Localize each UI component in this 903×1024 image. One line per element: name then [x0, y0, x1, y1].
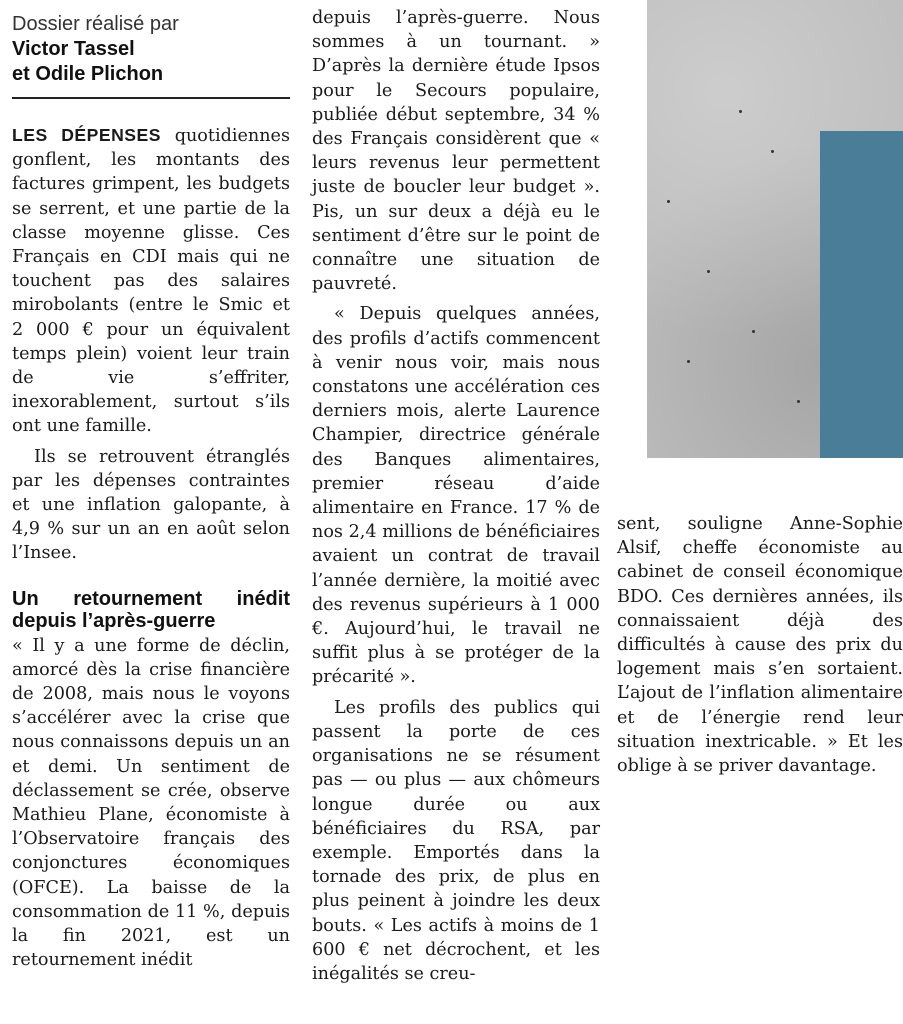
paragraph-3-part-1: « Il y a une forme de déclin, amorcé dès la crise financière de 2008, mais nous le voyons s’accélérer avec la crise que nous connaissons depuis un an et demi. Un sentiment de déclassement se crée, observe Mathieu Plane, économiste à l’Observatoire français des conjonctures économiques (OFCE). La baisse de la consommation de 11 %, depuis la fin 2021, est un retournement inédit — [12, 635, 290, 971]
photo-speck — [707, 270, 710, 273]
paragraph-3-part-2: depuis l’après-guerre. Nous sommes à un tournant. » D’après la dernière étude Ipsos pour le Secours populaire, publiée début septembre, 34 % des Français considèrent que « leurs revenus leur permettent juste de boucler leur budget ». Pis, un sur deux a déjà eu le sentiment d’être sur le point de connaître une situation de pauvreté. — [312, 8, 600, 295]
byline-rule — [12, 97, 290, 99]
paragraph-1-text: quotidiennes gonflent, les montants des factures grimpent, les budgets se serrent, et une partie de la classe moyenne glisse. Ces Français en CDI mais qui ne touchent pas des salaires mirobolants (entre le Smic et 2 000 € pour un équivalent temps plein) voient leur train de vie s’effriter, inexorablement, surtout s’ils ont une famille. — [12, 126, 290, 437]
photo-speck — [739, 110, 742, 113]
photo-speck — [797, 400, 800, 403]
article-body-col1 — [12, 123, 290, 973]
paragraph-5-part-2: sent, souligne Anne-Sophie Alsif, cheffe économiste au cabinet de conseil économique BDO. Ces dernières années, ils connaissaient déjà des difficultés à cause des prix du logement mais s’en sortaient. L’ajout de l’inflation alimentaire et de l’énergie rend leur situation inextricable. » Et les oblige à se priver davantage. — [617, 514, 903, 777]
subheading: Un retournement inédit depuis l’après-guerre — [12, 587, 290, 632]
photo-speck — [667, 200, 670, 203]
paragraph-2: Ils se retrouvent étranglés par les dépenses contraintes et une inflation galopante, à 4,9 % sur un an en août selon l’Insee. — [12, 446, 290, 564]
paragraph-5-part-1: Les profils des publics qui passent la porte de ces organisations ne se résument pas — ou plus — aux chômeurs longue durée ou aux bénéficiaires du RSA, par exemple. Emportés dans la tornade des prix, de plus en plus peinent à joindre les deux bouts. « Les actifs à moins de 1 600 € net décrochent, et les inégalités se creu- — [312, 697, 600, 984]
paragraph-1 — [12, 123, 290, 439]
byline-intro: Dossier réalisé par — [12, 13, 179, 35]
byline-author-1: Victor Tassel — [12, 38, 135, 60]
lead-word: LES DÉPENSES — [12, 125, 162, 145]
column-3 — [617, 512, 903, 778]
article-body-col3 — [617, 512, 903, 778]
article-body-col2 — [312, 6, 600, 986]
photo-speck — [687, 360, 690, 363]
column-2 — [312, 0, 600, 986]
article-photo — [647, 0, 903, 458]
byline-author-2: et Odile Plichon — [12, 63, 164, 85]
photo-blue-panel — [820, 131, 903, 458]
photo-speck — [752, 330, 755, 333]
column-1 — [12, 0, 290, 973]
paragraph-4: « Depuis quelques années, des profils d’actifs commencent à venir nous voir, mais nous constatons une accélération ces derniers mois, alerte Laurence Champier, directrice générale des Banques alimentaires, premier réseau d’aide alimentaire en France. 17 % de nos 2,4 millions de bénéficiaires avaient un contrat de travail l’année dernière, la moitié avec des revenus supérieurs à 1 000 €. Aujourd’hui, le travail ne suffit plus à se protéger de la précarité ». — [312, 304, 600, 688]
photo-speck — [771, 150, 774, 153]
